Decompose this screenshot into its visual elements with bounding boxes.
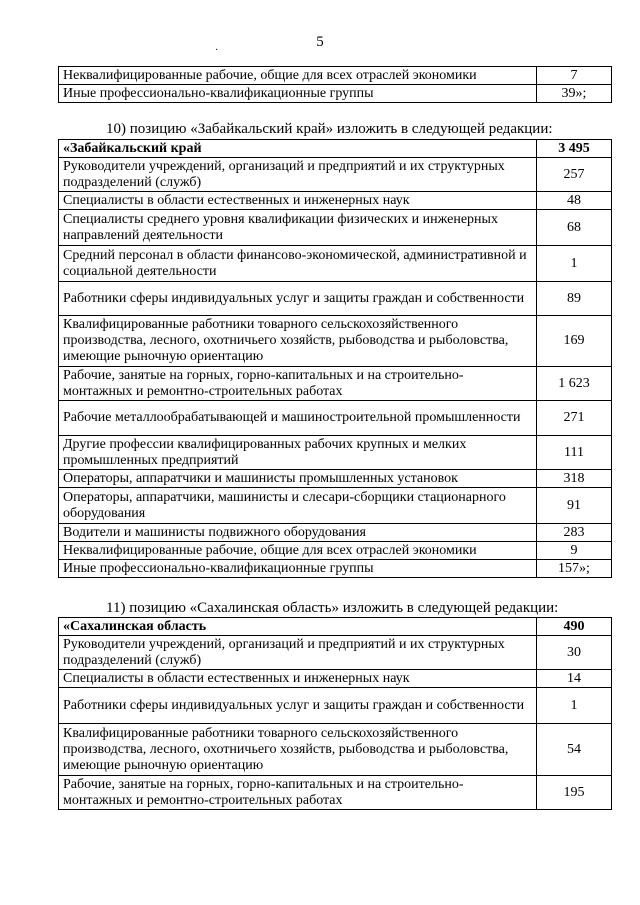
row-value: 1	[537, 246, 612, 282]
row-value: 30	[537, 636, 612, 670]
table-header-row	[59, 618, 612, 636]
table-row	[59, 724, 612, 776]
row-value: 283	[537, 524, 612, 542]
table-row	[59, 776, 612, 810]
row-value: 257	[537, 158, 612, 192]
table-row	[59, 470, 612, 488]
row-value: 195	[537, 776, 612, 810]
table-row	[59, 636, 612, 670]
row-value: 1	[537, 688, 612, 724]
table-row	[59, 210, 612, 246]
scan-dot: ·	[215, 45, 219, 56]
table-row	[59, 436, 612, 470]
row-name: Рабочие, занятые на горных, горно-капитальных и на строительно-монтажных и ремонтно-строительных работах	[59, 776, 537, 810]
row-name: Работники сферы индивидуальных услуг и защиты граждан и собственности	[59, 688, 537, 724]
table-row	[59, 158, 612, 192]
region-name: «Забайкальский край	[59, 140, 537, 158]
table-header-row	[59, 140, 612, 158]
row-value: 318	[537, 470, 612, 488]
table-row	[59, 85, 612, 103]
row-name: Водители и машинисты подвижного оборудования	[59, 524, 537, 542]
row-value: 14	[537, 670, 612, 688]
row-value: 39»;	[537, 85, 612, 103]
table-row	[59, 488, 612, 524]
table-row	[59, 246, 612, 282]
row-name: Иные профессионально-квалификационные группы	[59, 560, 537, 578]
zabaikalsky-table	[58, 139, 612, 578]
row-name: Руководители учреждений, организаций и предприятий и их структурных подразделений (служб)	[59, 158, 537, 192]
row-value: 89	[537, 282, 612, 316]
row-name: Специалисты в области естественных и инженерных наук	[59, 670, 537, 688]
row-value: 9	[537, 542, 612, 560]
row-value: 111	[537, 436, 612, 470]
row-name: Руководители учреждений, организаций и предприятий и их структурных подразделений (служб)	[59, 636, 537, 670]
sakhalin-table	[58, 617, 612, 810]
row-name: Работники сферы индивидуальных услуг и защиты граждан и собственности	[59, 282, 537, 316]
row-value: 54	[537, 724, 612, 776]
top-table	[58, 66, 612, 103]
row-name: Средний персонал в области финансово-экономической, административной и социальной деятельности	[59, 246, 537, 282]
row-name: Операторы, аппаратчики и машинисты промышленных установок	[59, 470, 537, 488]
row-name: Рабочие металлообрабатывающей и машиностроительной промышленности	[59, 401, 537, 436]
row-value: 1 623	[537, 367, 612, 401]
row-value: 271	[537, 401, 612, 436]
table-row	[59, 688, 612, 724]
row-name: Операторы, аппаратчики, машинисты и слесари-сборщики стационарного оборудования	[59, 488, 537, 524]
region-total: 3 495	[537, 140, 612, 158]
table-row	[59, 670, 612, 688]
row-name: Квалифицированные работники товарного сельскохозяйственного производства, лесного, охотничьего хозяйств, рыбоводства и рыболовства, имеющие рыночную ориентацию	[59, 316, 537, 367]
table-row	[59, 67, 612, 85]
row-name: Специалисты в области естественных и инженерных наук	[59, 192, 537, 210]
region-name: «Сахалинская область	[59, 618, 537, 636]
page-number: 5	[316, 34, 324, 50]
table-row	[59, 367, 612, 401]
table-row	[59, 316, 612, 367]
section-11-intro: 11) позицию «Сахалинская область» изложить в следующей редакции:	[106, 600, 559, 616]
row-name: Рабочие, занятые на горных, горно-капитальных и на строительно-монтажных и ремонтно-строительных работах	[59, 367, 537, 401]
row-value: 7	[537, 67, 612, 85]
row-value: 48	[537, 192, 612, 210]
row-value: 169	[537, 316, 612, 367]
row-name: Другие профессии квалифицированных рабочих крупных и мелких промышленных предприятий	[59, 436, 537, 470]
table-row	[59, 542, 612, 560]
row-name: Неквалифицированные рабочие, общие для всех отраслей экономики	[59, 67, 537, 85]
region-total: 490	[537, 618, 612, 636]
row-value: 157»;	[537, 560, 612, 578]
table-row	[59, 282, 612, 316]
row-name: Специалисты среднего уровня квалификации физических и инженерных направлений деятельности	[59, 210, 537, 246]
row-name: Иные профессионально-квалификационные группы	[59, 85, 537, 103]
section-10-intro: 10) позицию «Забайкальский край» изложить в следующей редакции:	[106, 121, 553, 137]
table-row	[59, 560, 612, 578]
table-row	[59, 524, 612, 542]
table-row	[59, 192, 612, 210]
table-row	[59, 401, 612, 436]
row-value: 91	[537, 488, 612, 524]
row-name: Квалифицированные работники товарного сельскохозяйственного производства, лесного, охотничьего хозяйств, рыбоводства и рыболовства, имеющие рыночную ориентацию	[59, 724, 537, 776]
row-name: Неквалифицированные рабочие, общие для всех отраслей экономики	[59, 542, 537, 560]
row-value: 68	[537, 210, 612, 246]
